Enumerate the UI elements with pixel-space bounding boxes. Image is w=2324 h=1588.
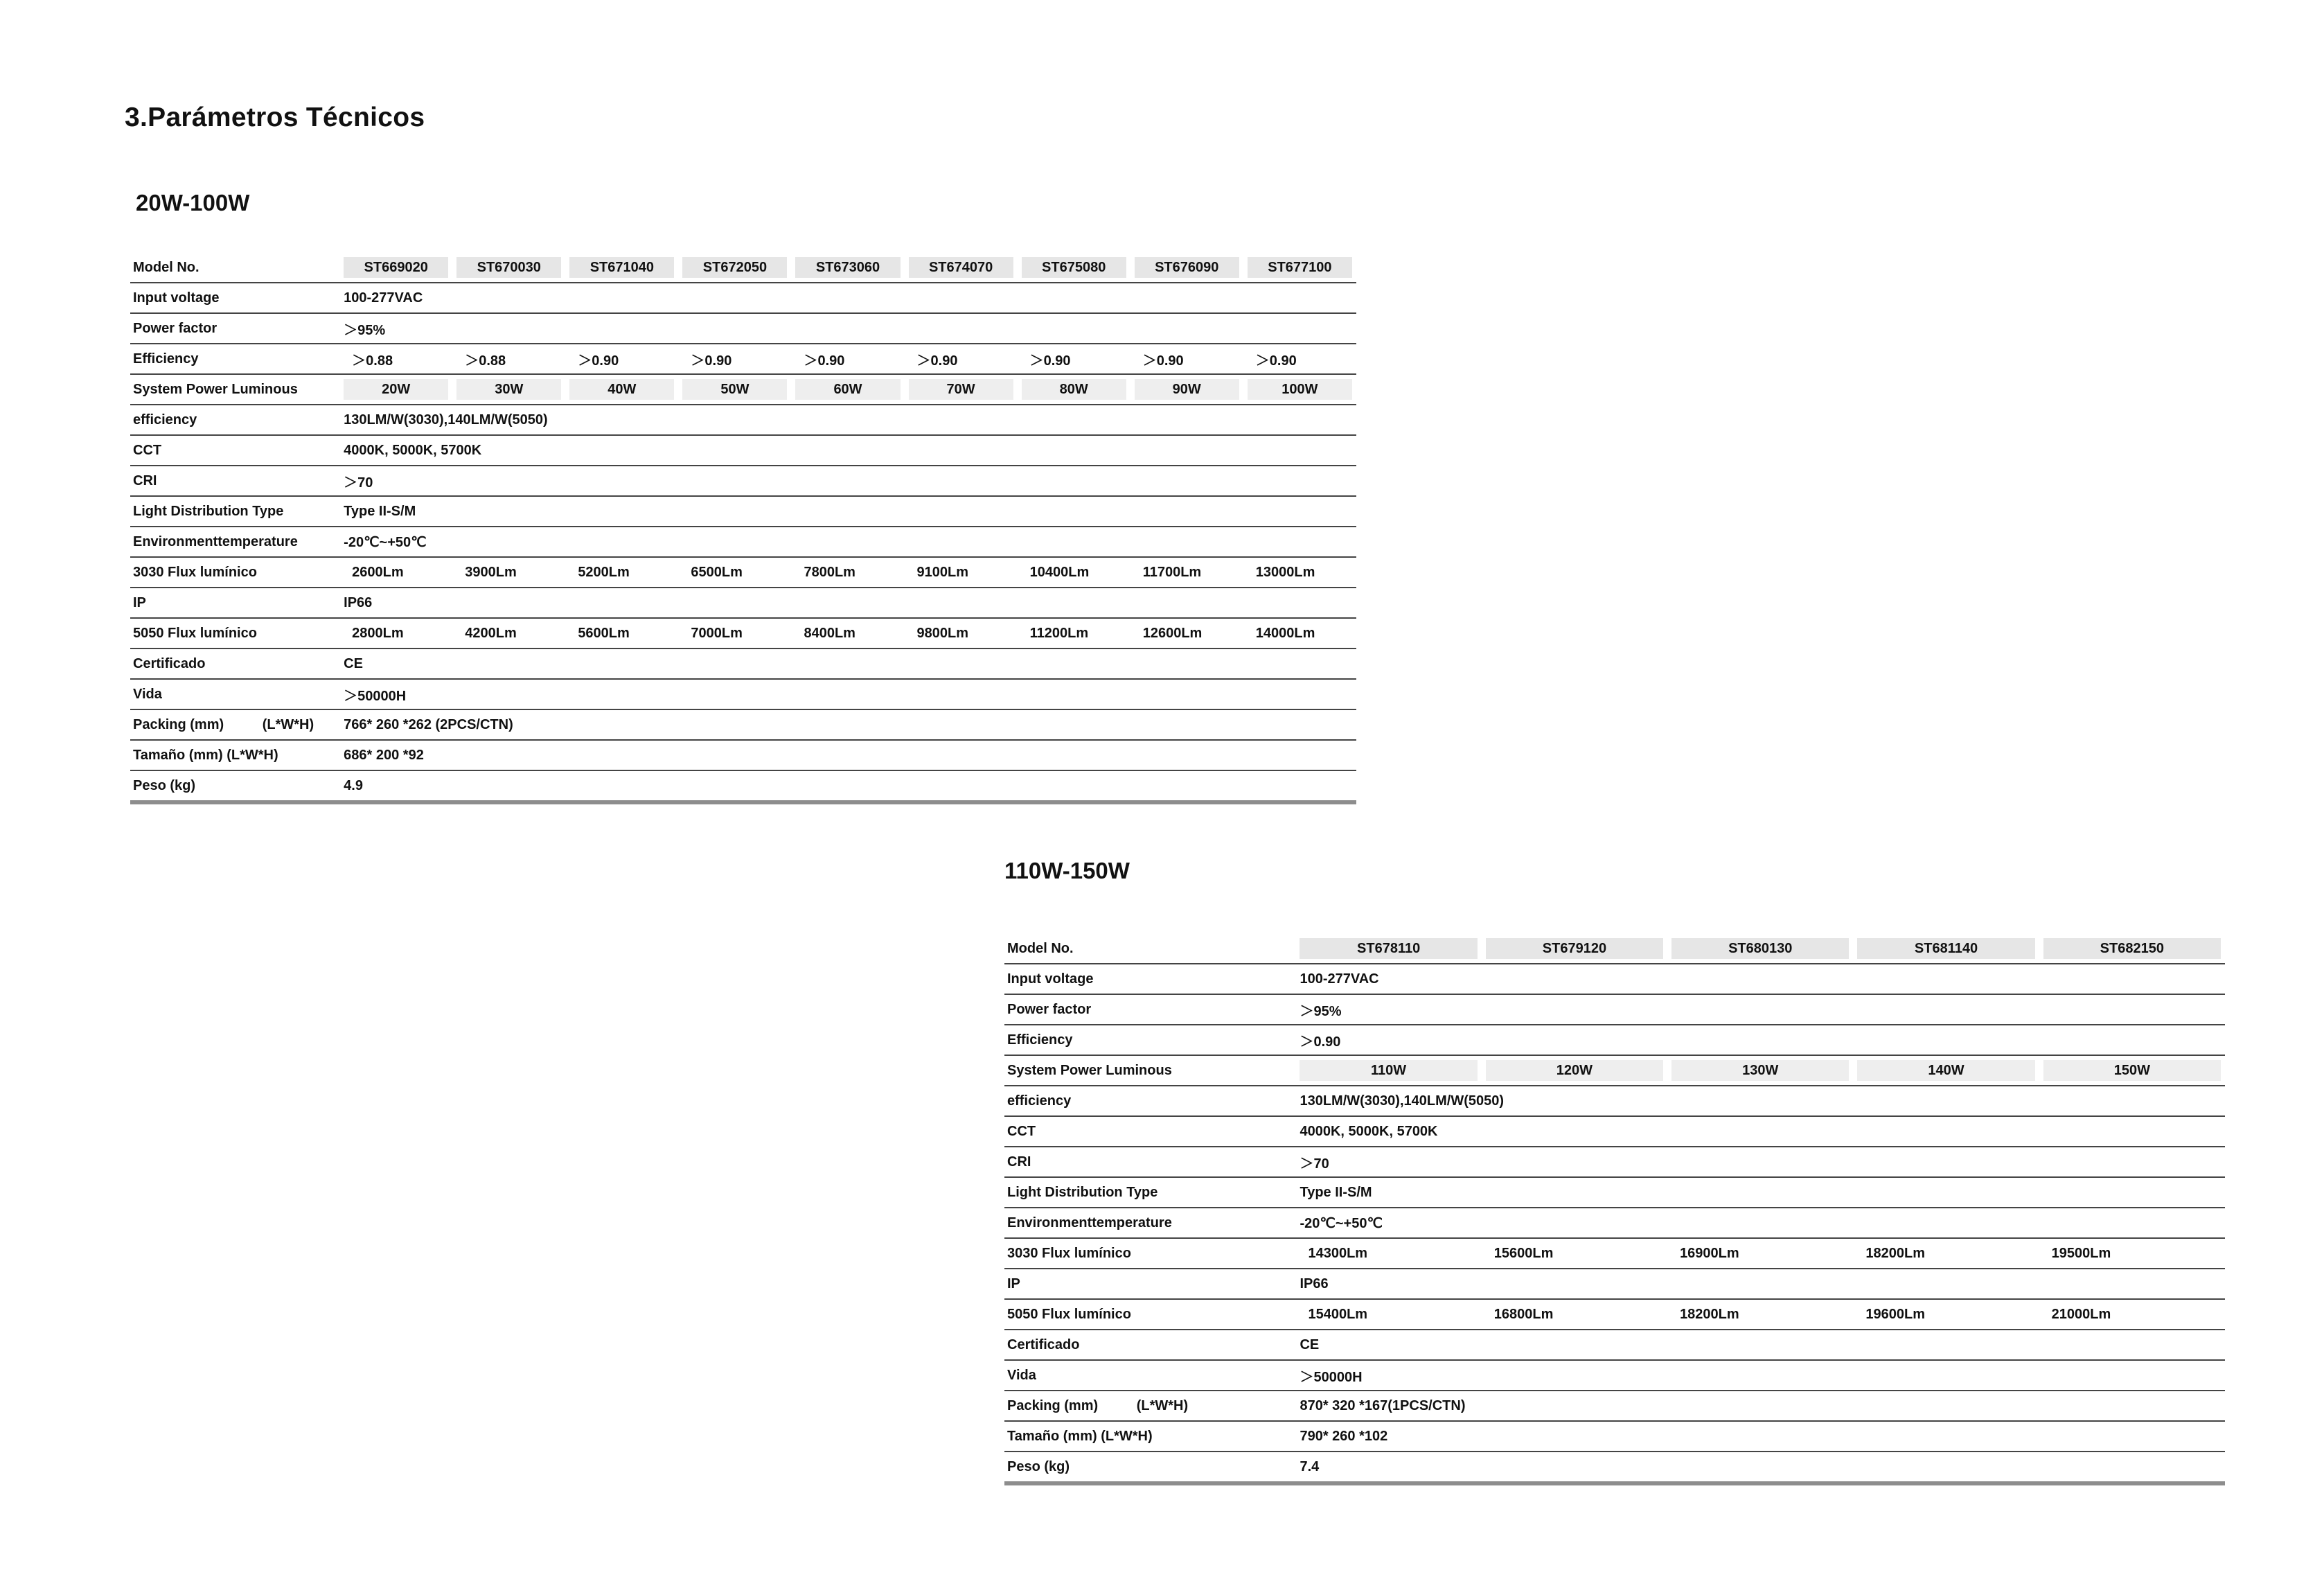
table-row (130, 253, 1356, 283)
table-row (1004, 934, 2225, 964)
table-cell (905, 374, 1018, 405)
row-value: 130LM/W(3030),140LM/W(5050) (339, 405, 1356, 435)
cell-value: 5600Lm (578, 625, 630, 641)
cell-value: 9100Lm (916, 564, 969, 580)
header-chip: ST669020 (344, 257, 448, 278)
table-row (130, 588, 1356, 618)
row-value: Type II-S/M (1295, 1177, 2225, 1208)
cell-value: ＞0.90 (578, 353, 619, 369)
table-row (130, 709, 1356, 740)
table-cell (1018, 344, 1130, 374)
table-cell (678, 344, 791, 374)
row-label: CCT (130, 435, 339, 466)
table-cell (1018, 253, 1130, 283)
row-label: System Power Luminous (130, 374, 339, 405)
row-value: ＞70 (339, 466, 1356, 496)
row-value: 7.4 (1295, 1452, 2225, 1483)
table-cell (791, 253, 904, 283)
table-cell (452, 374, 565, 405)
row-label: 5050 Flux lumínico (1004, 1299, 1295, 1330)
row-value: CE (1295, 1330, 2225, 1360)
header-chip: 80W (1022, 379, 1126, 400)
header-chip: ST676090 (1135, 257, 1239, 278)
table-cell (1295, 1055, 1481, 1086)
row-label: IP (1004, 1269, 1295, 1299)
row-label: Environmenttemperature (1004, 1208, 1295, 1238)
table-row (1004, 1421, 2225, 1452)
cell-value: 5200Lm (578, 564, 630, 580)
row-label: 3030 Flux lumínico (1004, 1238, 1295, 1269)
header-chip: 140W (1857, 1060, 2034, 1081)
table-row (130, 283, 1356, 313)
cell-value: ＞0.88 (352, 353, 393, 369)
table-row (1004, 1391, 2225, 1421)
table-cell (1295, 934, 1481, 964)
row-label: 3030 Flux lumínico (130, 557, 339, 588)
table-row (1004, 1208, 2225, 1238)
header-chip: 50W (682, 379, 787, 400)
row-label: IP (130, 588, 339, 618)
table-row (130, 649, 1356, 679)
table-cell (2039, 1055, 2225, 1086)
table-cell (1130, 253, 1243, 283)
table-row (130, 557, 1356, 588)
table-cell (2039, 1238, 2225, 1269)
table-cell (905, 557, 1018, 588)
cell-value: 6500Lm (691, 564, 743, 580)
row-value: 4000K, 5000K, 5700K (1295, 1116, 2225, 1147)
row-label: CRI (130, 466, 339, 496)
row-label: Tamaño (mm) (L*W*H) (1004, 1421, 1295, 1452)
page-title: 3.Parámetros Técnicos (125, 103, 425, 132)
cell-value: 3900Lm (465, 564, 517, 580)
table-cell (452, 618, 565, 649)
header-chip: ST674070 (909, 257, 1013, 278)
cell-value: ＞0.90 (1142, 353, 1184, 369)
header-chip: 100W (1248, 379, 1352, 400)
table-row (130, 435, 1356, 466)
table-cell (339, 557, 452, 588)
table-row (1004, 1269, 2225, 1299)
table-cell (1130, 557, 1243, 588)
table-cell (1130, 374, 1243, 405)
table-row (1004, 1177, 2225, 1208)
table-cell (1667, 934, 1853, 964)
table-cell (565, 344, 678, 374)
table-row (1004, 1360, 2225, 1391)
table-row (130, 313, 1356, 344)
header-chip: 130W (1671, 1060, 1849, 1081)
row-label: efficiency (1004, 1086, 1295, 1116)
table-row (1004, 1086, 2225, 1116)
header-chip: ST681140 (1857, 938, 2034, 959)
cell-value: 15400Lm (1308, 1306, 1368, 1322)
cell-value: 19600Lm (1865, 1306, 1925, 1322)
table-cell (1243, 618, 1356, 649)
cell-value: 11200Lm (1029, 625, 1089, 641)
table-cell (1295, 1299, 1481, 1330)
row-label: Peso (kg) (130, 770, 339, 802)
table-cell (791, 557, 904, 588)
table-cell (1853, 1238, 2039, 1269)
cell-value: 4200Lm (465, 625, 517, 641)
row-value: 766* 260 *262 (2PCS/CTN) (339, 709, 1356, 740)
row-label: Input voltage (130, 283, 339, 313)
cell-value: 14300Lm (1308, 1245, 1368, 1261)
header-chip: 30W (456, 379, 561, 400)
row-label: CCT (1004, 1116, 1295, 1147)
table-cell (452, 253, 565, 283)
row-value: ＞95% (1295, 994, 2225, 1025)
table-cell (339, 374, 452, 405)
table-cell (678, 557, 791, 588)
cell-value: 2800Lm (352, 625, 404, 641)
row-label: Power factor (1004, 994, 1295, 1025)
table-cell (1482, 1299, 1667, 1330)
table-cell (1243, 253, 1356, 283)
row-label: Environmenttemperature (130, 527, 339, 557)
table-cell (1130, 618, 1243, 649)
row-label: Tamaño (mm) (L*W*H) (130, 740, 339, 770)
row-label: Peso (kg) (1004, 1452, 1295, 1483)
row-value: ＞95% (339, 313, 1356, 344)
table-cell (565, 618, 678, 649)
row-value: 686* 200 *92 (339, 740, 1356, 770)
header-chip: ST670030 (456, 257, 561, 278)
row-value: 870* 320 *167(1PCS/CTN) (1295, 1391, 2225, 1421)
table-row (1004, 1330, 2225, 1360)
header-chip: ST680130 (1671, 938, 1849, 959)
cell-value: 11700Lm (1142, 564, 1202, 580)
cell-value: 2600Lm (352, 564, 404, 580)
row-label: Efficiency (130, 344, 339, 374)
table-cell (1667, 1238, 1853, 1269)
spec-table-20w-100w (130, 253, 1356, 804)
header-chip: ST679120 (1486, 938, 1663, 959)
row-value: ＞70 (1295, 1147, 2225, 1177)
cell-value: 12600Lm (1142, 625, 1203, 641)
table-cell (678, 253, 791, 283)
table-cell (1667, 1299, 1853, 1330)
row-label: Packing (mm) (L*W*H) (130, 709, 339, 740)
header-chip: ST677100 (1248, 257, 1352, 278)
table-cell (339, 253, 452, 283)
header-chip: ST672050 (682, 257, 787, 278)
row-label: Power factor (130, 313, 339, 344)
table-cell (678, 374, 791, 405)
table-cell (565, 374, 678, 405)
table-cell (1018, 557, 1130, 588)
row-label: CRI (1004, 1147, 1295, 1177)
cell-value: 14000Lm (1255, 625, 1315, 641)
table-row (1004, 1238, 2225, 1269)
table-cell (452, 344, 565, 374)
table-row (1004, 964, 2225, 994)
header-chip: ST682150 (2043, 938, 2221, 959)
cell-value: 9800Lm (916, 625, 969, 641)
table-cell (1667, 1055, 1853, 1086)
table-row (130, 618, 1356, 649)
table-row (1004, 1147, 2225, 1177)
cell-value: ＞0.90 (1255, 353, 1297, 369)
header-chip: 90W (1135, 379, 1239, 400)
table-row (130, 679, 1356, 709)
cell-value: ＞0.90 (916, 353, 958, 369)
table-cell (791, 344, 904, 374)
row-label: Certificado (130, 649, 339, 679)
table-cell (1018, 618, 1130, 649)
table-cell (1130, 344, 1243, 374)
row-label: Vida (130, 679, 339, 709)
table-row (130, 527, 1356, 557)
row-value: IP66 (339, 588, 1356, 618)
row-label: Input voltage (1004, 964, 1295, 994)
row-value: Type II-S/M (339, 496, 1356, 527)
table-cell (1018, 374, 1130, 405)
cell-value: 21000Lm (2051, 1306, 2111, 1322)
row-value: CE (339, 649, 1356, 679)
table-cell (1482, 1055, 1667, 1086)
header-chip: ST671040 (569, 257, 674, 278)
cell-value: 8400Lm (804, 625, 855, 641)
header-chip: ST673060 (795, 257, 900, 278)
table-cell (791, 374, 904, 405)
row-label: Model No. (1004, 934, 1295, 964)
table-cell (2039, 934, 2225, 964)
row-label: Packing (mm) (L*W*H) (1004, 1391, 1295, 1421)
cell-value: 13000Lm (1255, 564, 1315, 580)
table-row (130, 344, 1356, 374)
cell-value: 18200Lm (1680, 1306, 1739, 1322)
header-chip: 110W (1300, 1060, 1477, 1081)
row-value: IP66 (1295, 1269, 2225, 1299)
row-value: 100-277VAC (1295, 964, 2225, 994)
table-row (130, 466, 1356, 496)
table-row (1004, 994, 2225, 1025)
row-label: System Power Luminous (1004, 1055, 1295, 1086)
table-row (130, 374, 1356, 405)
table-cell (339, 618, 452, 649)
table-cell (1243, 374, 1356, 405)
row-label: 5050 Flux lumínico (130, 618, 339, 649)
cell-value: 7000Lm (691, 625, 743, 641)
table-row (130, 496, 1356, 527)
cell-value: ＞0.90 (804, 353, 845, 369)
table-row (1004, 1025, 2225, 1055)
cell-value: ＞0.90 (1029, 353, 1071, 369)
table-cell (2039, 1299, 2225, 1330)
table-1-subtitle: 20W-100W (136, 190, 250, 215)
table-row (130, 740, 1356, 770)
row-label: Efficiency (1004, 1025, 1295, 1055)
row-value: ＞50000H (1295, 1360, 2225, 1391)
table-cell (905, 253, 1018, 283)
table-row (130, 770, 1356, 802)
row-label: Vida (1004, 1360, 1295, 1391)
table-row (130, 405, 1356, 435)
row-value: -20℃~+50℃ (339, 527, 1356, 557)
table-cell (339, 344, 452, 374)
table-row (1004, 1299, 2225, 1330)
header-chip: 70W (909, 379, 1013, 400)
row-value: ＞50000H (339, 679, 1356, 709)
cell-value: 16900Lm (1680, 1245, 1739, 1261)
cell-value: 18200Lm (1865, 1245, 1925, 1261)
cell-value: 16800Lm (1493, 1306, 1554, 1322)
cell-value: ＞0.90 (691, 353, 732, 369)
table-cell (1853, 1055, 2039, 1086)
table-row (1004, 1116, 2225, 1147)
table-cell (905, 618, 1018, 649)
table-cell (565, 557, 678, 588)
header-chip: ST678110 (1300, 938, 1477, 959)
cell-value: 7800Lm (804, 564, 855, 580)
header-chip: 120W (1486, 1060, 1663, 1081)
table-row (1004, 1055, 2225, 1086)
spec-table-110w-150w (1004, 934, 2225, 1485)
table-cell (678, 618, 791, 649)
header-chip: ST675080 (1022, 257, 1126, 278)
row-value: ＞0.90 (1295, 1025, 2225, 1055)
table-cell (1295, 1238, 1481, 1269)
header-chip: 150W (2043, 1060, 2221, 1081)
row-value: 4.9 (339, 770, 1356, 802)
row-label: Light Distribution Type (130, 496, 339, 527)
table-cell (1853, 934, 2039, 964)
cell-value: 19500Lm (2051, 1245, 2111, 1261)
row-label: Certificado (1004, 1330, 1295, 1360)
header-chip: 20W (344, 379, 448, 400)
header-chip: 40W (569, 379, 674, 400)
row-label: Model No. (130, 253, 339, 283)
row-value: -20℃~+50℃ (1295, 1208, 2225, 1238)
row-label: Light Distribution Type (1004, 1177, 1295, 1208)
row-label: efficiency (130, 405, 339, 435)
row-value: 130LM/W(3030),140LM/W(5050) (1295, 1086, 2225, 1116)
table-cell (452, 557, 565, 588)
cell-value: 10400Lm (1029, 564, 1090, 580)
header-chip: 60W (795, 379, 900, 400)
table-row (1004, 1452, 2225, 1483)
table-cell (905, 344, 1018, 374)
table-cell (565, 253, 678, 283)
table-cell (1482, 1238, 1667, 1269)
table-cell (791, 618, 904, 649)
row-value: 4000K, 5000K, 5700K (339, 435, 1356, 466)
table-cell (1482, 934, 1667, 964)
cell-value: ＞0.88 (465, 353, 506, 369)
row-value: 100-277VAC (339, 283, 1356, 313)
table-cell (1853, 1299, 2039, 1330)
row-value: 790* 260 *102 (1295, 1421, 2225, 1452)
table-cell (1243, 557, 1356, 588)
table-2-subtitle: 110W-150W (1004, 858, 1130, 883)
table-cell (1243, 344, 1356, 374)
cell-value: 15600Lm (1493, 1245, 1554, 1261)
